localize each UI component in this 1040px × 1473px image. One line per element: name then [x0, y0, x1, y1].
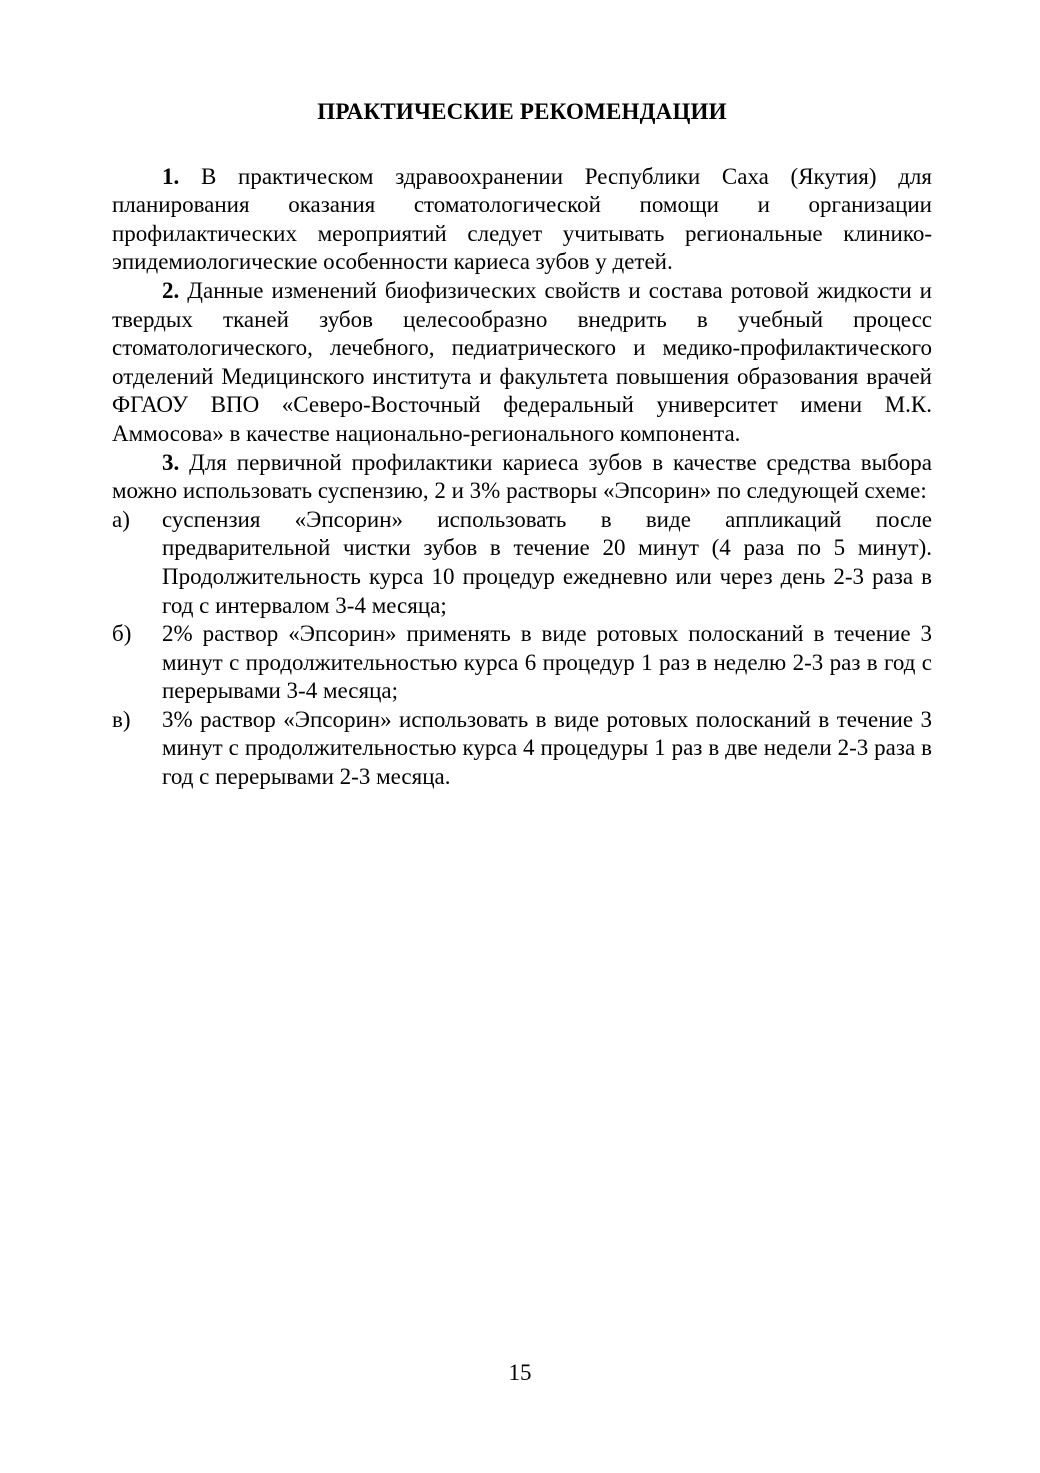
- list-item-text: 3% раствор «Эпсорин» использовать в виде ротовых полосканий в течение 3 минут с продолжительностью курса 4 процедуры 1 раз в две недели 2-3 раза в год с перерывами 2-3 месяца.: [162, 706, 932, 790]
- recommendation-number: 2.: [162, 277, 180, 303]
- recommendation-text: Данные изменений биофизических свойств и состава ротовой жидкости и твердых тканей зубов целесообразно внедрить в учебный процесс стоматологического, лечебного, педиатрического и медико-профилактического отделений Медицинского института и факультета повышения образования врачей ФГАОУ ВПО «Северо-Восточный федеральный университет имени М.К. Аммосова» в качестве национально-регионального компонента.: [112, 277, 932, 446]
- list-item-b: [112, 620, 932, 706]
- recommendation-text: Для первичной профилактики кариеса зубов в качестве средства выбора можно использовать суспензию, 2 и 3% растворы «Эпсорин» по следующей схеме:: [112, 449, 932, 504]
- list-marker: в): [112, 706, 131, 732]
- page-title: ПРАКТИЧЕСКИЕ РЕКОМЕНДАЦИИ: [317, 99, 727, 124]
- recommendation-3: [112, 449, 932, 506]
- list-item-text: суспензия «Эпсорин» использовать в виде аппликаций после предварительной чистки зубов в течение 20 минут (4 раза по 5 минут). Продолжительность курса 10 процедур ежедневно или через день 2-3 раза в год с интервалом 3-4 месяца;: [162, 506, 932, 618]
- recommendation-1: [112, 163, 932, 277]
- list-item-a: [112, 506, 932, 620]
- document-page: [112, 98, 932, 792]
- list-marker: а): [112, 506, 130, 532]
- recommendation-text: В практическом здравоохранении Республики Саха (Якутия) для планирования оказания стоматологической помощи и организации профилактических мероприятий следует учитывать региональные клинико-эпидемиологические особенности кариеса зубов у детей.: [112, 163, 932, 275]
- list-item-text: 2% раствор «Эпсорин» применять в виде ротовых полосканий в течение 3 минут с продолжительностью курса 6 процедур 1 раз в неделю 2-3 раз в год с перерывами 3-4 месяца;: [162, 621, 932, 704]
- list-item-v: [112, 706, 932, 792]
- recommendation-2: [112, 277, 932, 449]
- recommendation-number: 3.: [162, 449, 180, 475]
- recommendation-number: 1.: [162, 163, 180, 189]
- list-marker: б): [112, 621, 132, 647]
- page-number: 15: [508, 1360, 532, 1385]
